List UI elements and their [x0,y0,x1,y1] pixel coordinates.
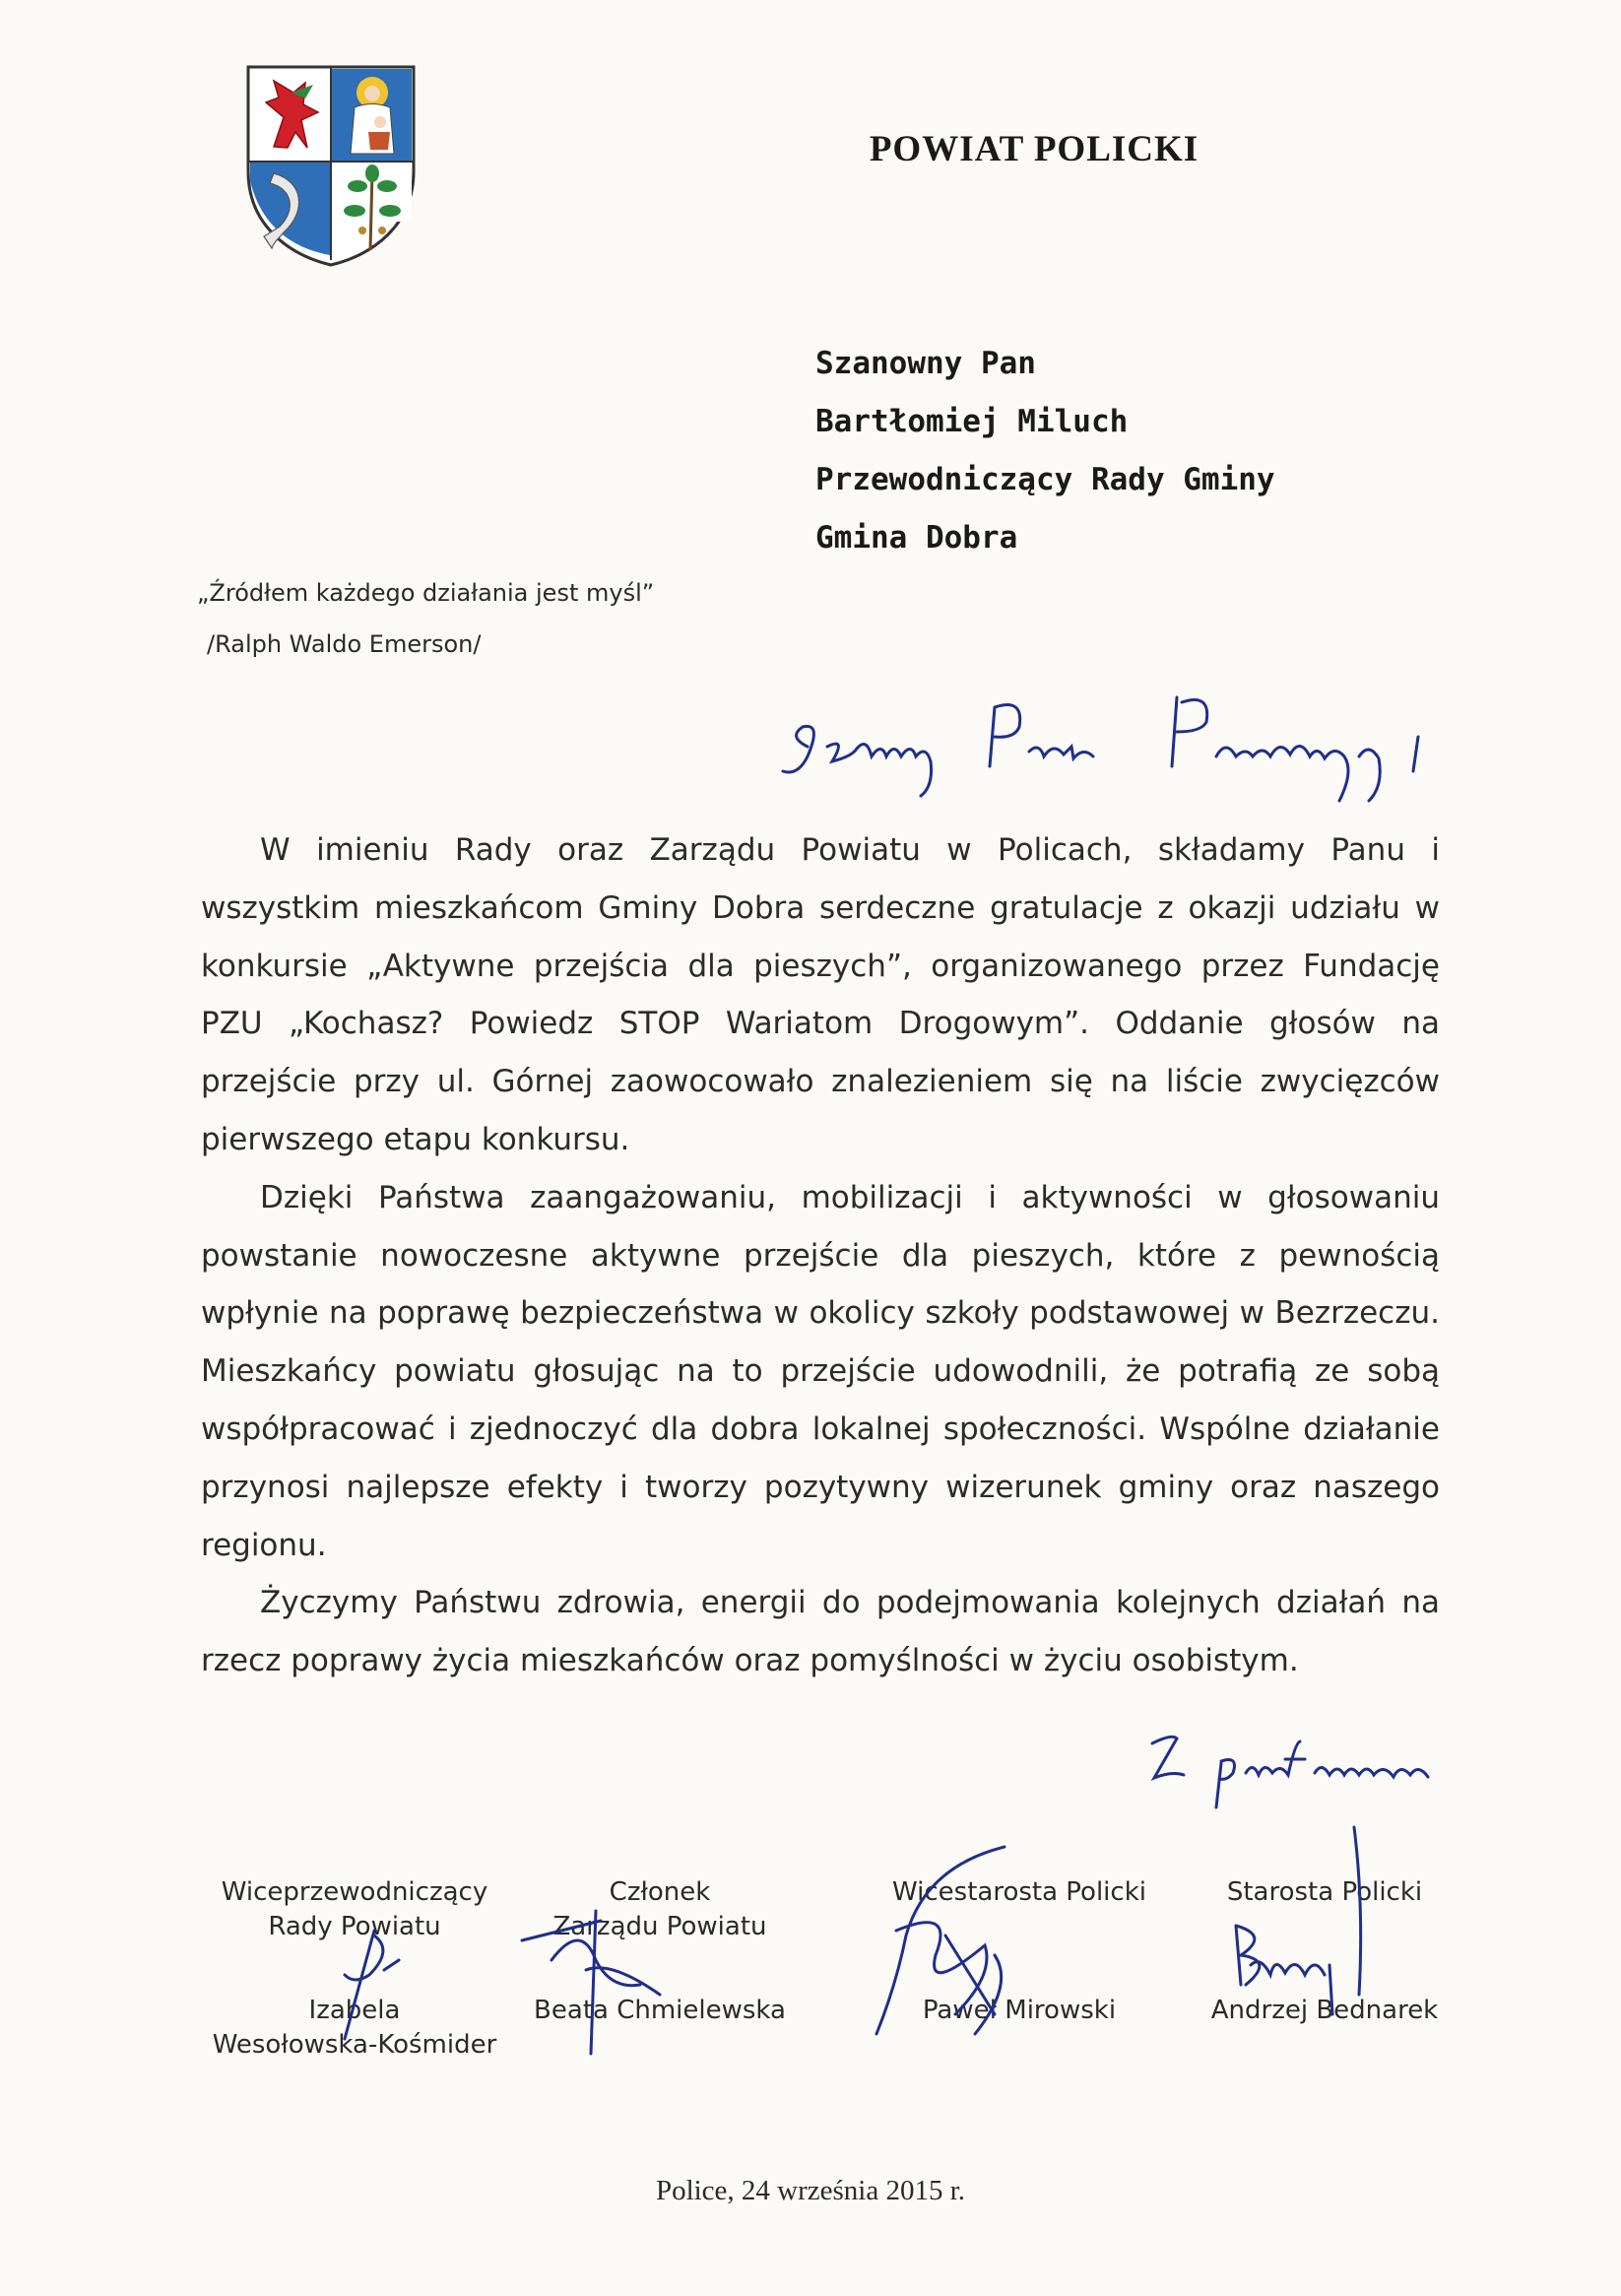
addressee-municipality: Gmina Dobra [815,520,1018,556]
addressee-block [815,335,1275,567]
signatory-1-title-line1: Wiceprzewodniczący [221,1877,488,1907]
signature-2 [512,1901,670,2059]
signatory-1-name-line1: Izabela [308,1996,401,2025]
county-title: POWIAT POLICKI [869,129,1200,169]
signatory-2-title-line2: Zarządu Powiatu [552,1912,767,1941]
signature-1 [286,1921,433,2049]
signatory-3-name-line1: Paweł Mirowski [922,1996,1117,2025]
body-paragraph-2: Dzięki Państwa zaangażowaniu, mobilizacji i aktywności w głosowaniu powstanie nowoczesne aktywne przejście dla pieszych, które z pewnością wpłynie na poprawę bezpieczeństwa w okolicy szkoły podstawowej w Bezrzeczu. Mieszkańcy powiatu głosując na to przejście udowodnili, że potrafią ze sobą współpracować i zjednoczyć dla dobra lokalnej społeczności. Wspólne działanie przynosi najlepsze efekty i tworzy pozytywny wizerunek gminy oraz naszego regionu. [201,1179,1440,1563]
signature-4 [1216,1817,1384,2044]
epigraph [197,567,654,670]
addressee-name: Bartłomiej Miluch [815,404,1129,439]
body-paragraph-1: W imieniu Rady oraz Zarządu Powiatu w Policach, składamy Panu i wszystkim mieszkańcom Gminy Dobra serdeczne gratulacje z okazji udziału w konkursie „Aktywne przejścia dla pieszych”, organizowanego przez Fundację PZU „Kochasz? Powiedz STOP Wariatom Drogowym”. Oddanie głosów na przejście przy ul. Górnej zaowocowało znalezieniem się na liście zwycięzców pierwszego etapu konkursu. [201,832,1440,1157]
signatory-1-title-line2: Rady Powiatu [268,1912,441,1941]
body-paragraph-3: Życzymy Państwu zdrowia, energii do podejmowania kolejnych działań na rzecz poprawy życia mieszkańców oraz pomyślności w życiu osobistym. [201,1585,1440,1679]
addressee-position: Przewodniczący Rady Gminy [815,462,1275,497]
county-coat-of-arms-icon [244,63,418,268]
epigraph-author: /Ralph Waldo Emerson/ [207,630,482,658]
signatory-4-name-line1: Andrzej Bednarek [1210,1996,1439,2025]
signatory-2-name-line1: Beata Chmielewska [534,1996,786,2025]
letter-body [201,821,1440,1690]
signatory-2-title-line1: Członek [609,1877,711,1907]
signatory-3-title-line1: Wicestarosta Policki [892,1877,1146,1907]
handwritten-salutation [778,678,1467,835]
addressee-salutation: Szanowny Pan [815,346,1036,381]
signature-3 [847,1837,1083,2064]
epigraph-text: „Źródłem każdego działania jest myśl” [197,579,655,607]
handwritten-closing [1142,1714,1458,1822]
place-and-date: Police, 24 września 2015 r. [655,2175,966,2206]
signatory-4-title-line1: Starosta Policki [1226,1877,1423,1907]
signatory-1-name-line2: Wesołowska-Kośmider [212,2030,497,2060]
